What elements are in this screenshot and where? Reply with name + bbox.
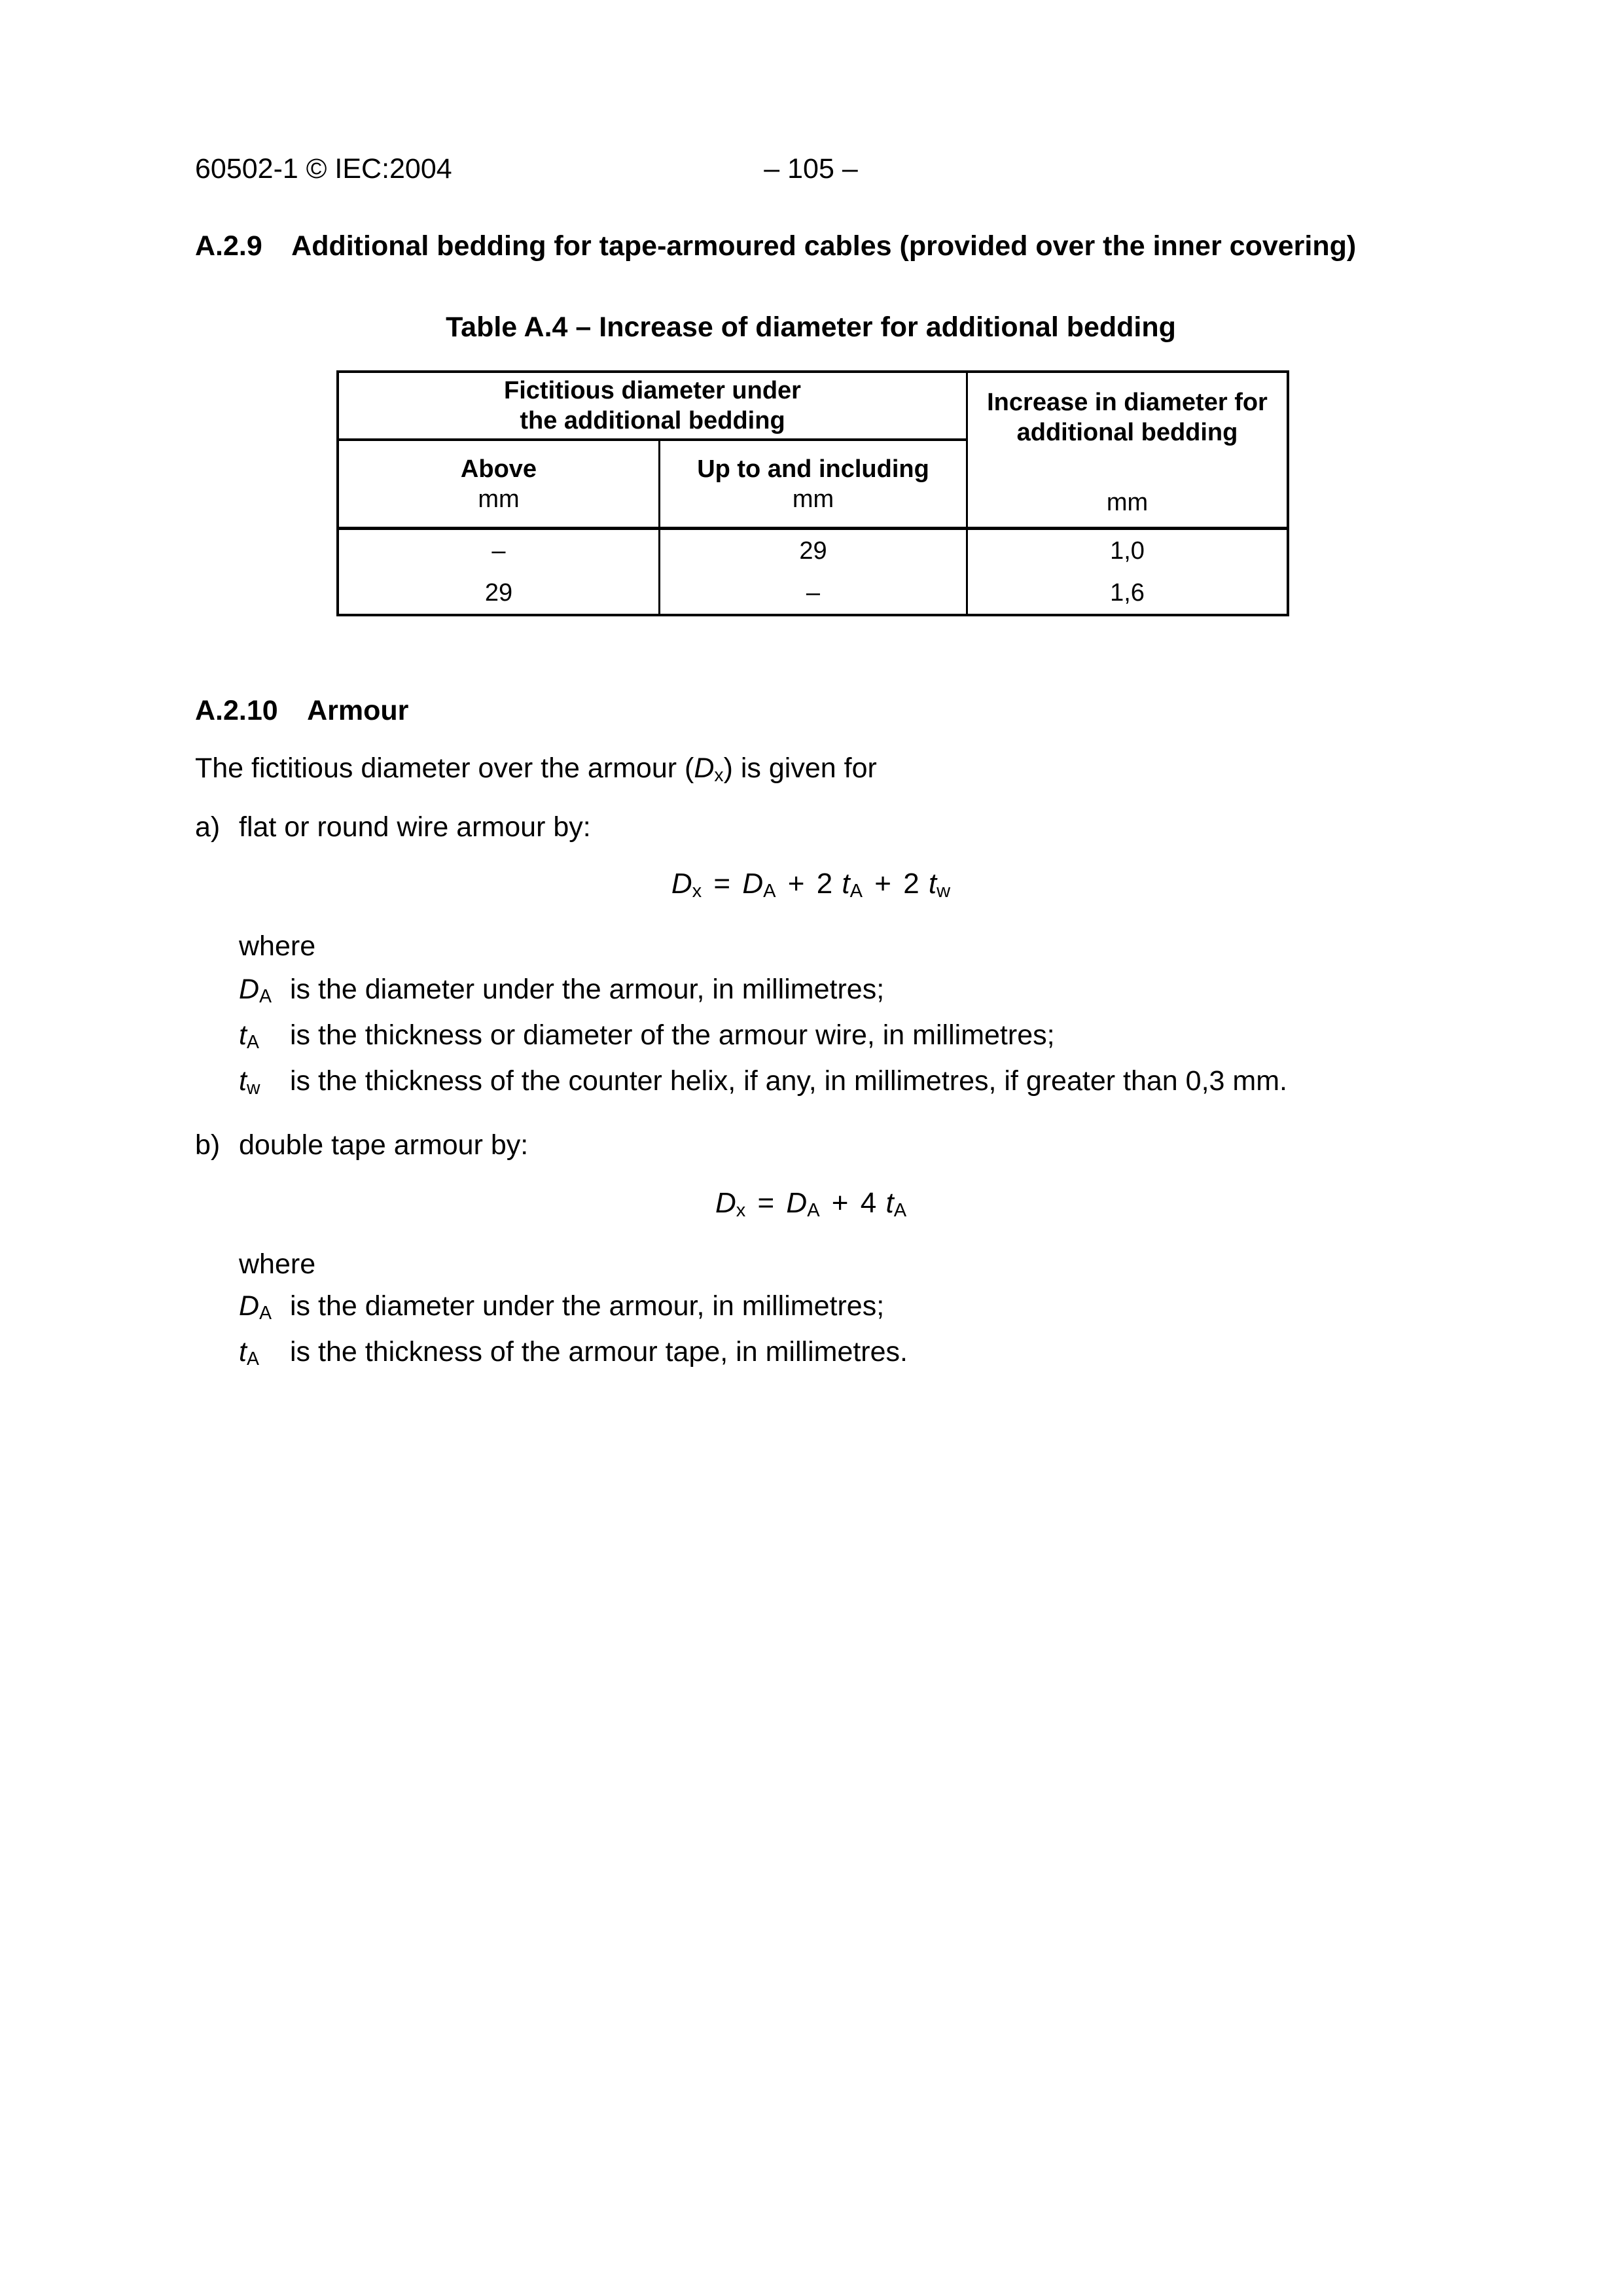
paragraph-intro [195,752,877,785]
definition-symbol [239,1065,290,1097]
symbol-base: D [239,1290,260,1322]
section-number: A.2.10 [195,695,278,726]
formula-b-lhs-sub: x [736,1200,746,1222]
symbol-subscript: w [246,1078,260,1099]
definition-row [239,1336,908,1368]
symbol-subscript: A [246,1032,259,1053]
section-heading-a29 [195,230,1356,262]
definition-row [239,974,884,1006]
symbol-subscript: A [259,1303,272,1324]
symbol-subscript: A [259,986,272,1008]
definition-text: is the thickness of the armour tape, in millimetres. [290,1336,908,1368]
item-text: flat or round wire armour by: [239,811,591,843]
item-marker: b) [195,1129,221,1161]
section-title: Additional bedding for tape-armoured cables (provided over the inner covering) [291,230,1357,262]
definition-symbol [239,974,290,1006]
symbol-base: t [239,1019,247,1051]
formula-b-term2-sub: A [893,1200,907,1222]
coefficient: 2 [903,868,919,900]
item-text: double tape armour by: [239,1129,529,1161]
formula-a [195,868,1427,900]
coefficient: 2 [816,868,833,900]
formula-b-term1-sub: A [807,1200,820,1222]
table-cell-increase-row2: 1,6 [966,572,1287,614]
section-heading-a210 [195,695,408,727]
increase-unit-label: mm [1106,489,1149,516]
list-item-b [195,1129,528,1161]
definition-text: is the diameter under the armour, in millimetres; [290,974,885,1005]
definition-row [239,1019,1055,1051]
definition-symbol [239,1336,290,1368]
table-a4 [336,370,1289,616]
definition-row [239,1065,1287,1097]
item-marker: a) [195,811,221,843]
definition-text: is the thickness or diameter of the armour wire, in millimetres; [290,1019,1055,1051]
where-label: where [239,930,316,962]
intro-variable: D [694,752,715,784]
page-header [195,153,1427,186]
group-header-line2: the additional bedding [520,407,785,434]
table-cell-above-row1: – [491,537,506,565]
upto-label: Up to and including [697,455,929,483]
formula-a-term1-sub: A [763,881,776,902]
increase-header-line2: additional bedding [1016,419,1238,446]
formula-a-term2: t [842,868,850,900]
group-header-line1: Fictitious diameter under [504,377,801,404]
equals-sign: = [713,868,731,900]
plus-sign: + [874,868,891,900]
table-cell-above-row2: 29 [484,579,513,607]
above-label: Above [460,455,537,483]
column-header-upto [658,441,966,530]
symbol-subscript: A [246,1349,259,1370]
symbol-base: t [239,1336,247,1368]
definition-symbol [239,1290,290,1322]
formula-a-term2-sub: A [849,881,863,902]
table-increase-header [966,373,1287,530]
formula-a-lhs-sub: x [692,881,702,902]
table-cell-upto-row2: – [658,572,966,614]
where-label: where [239,1248,316,1280]
formula-b-term1: D [786,1187,808,1219]
plus-sign: + [831,1187,849,1219]
definition-text: is the thickness of the counter helix, if any, in millimetres, if greater than 0,3 mm. [290,1065,1287,1097]
table-caption: Table A.4 – Increase of diameter for additional bedding [446,311,1176,343]
section-number: A.2.9 [195,230,262,262]
definition-row [239,1290,884,1322]
definition-symbol [239,1019,290,1051]
formula-a-term3: t [928,868,937,900]
equals-sign: = [757,1187,775,1219]
formula-a-lhs: D [671,868,692,900]
formula-b-lhs: D [715,1187,736,1219]
intro-text-post: ) is given for [723,752,877,784]
formula-a-term3-sub: w [936,881,951,902]
plus-sign: + [787,868,805,900]
symbol-base: D [239,974,260,1005]
formula-b-term2: t [885,1187,894,1219]
intro-text-pre: The fictitious diameter over the armour ( [195,752,694,784]
above-unit-label: mm [478,485,520,513]
table-group-header [339,373,966,441]
list-item-a [195,811,591,843]
coefficient: 4 [860,1187,877,1219]
intro-variable-subscript: x [714,765,724,786]
increase-header-line1: Increase in diameter for [987,389,1268,416]
column-header-above [339,441,658,530]
table-cell-increase-row1: 1,0 [966,530,1287,572]
document-reference: 60502-1 © IEC:2004 [195,153,452,185]
section-title: Armour [307,695,409,726]
formula-b [195,1187,1427,1220]
definition-text: is the diameter under the armour, in millimetres; [290,1290,885,1322]
formula-a-term1: D [742,868,764,900]
page-number: – 105 – [764,153,858,185]
table-cell-upto-row1: 29 [658,530,966,572]
symbol-base: t [239,1065,247,1097]
upto-unit-label: mm [792,485,834,513]
